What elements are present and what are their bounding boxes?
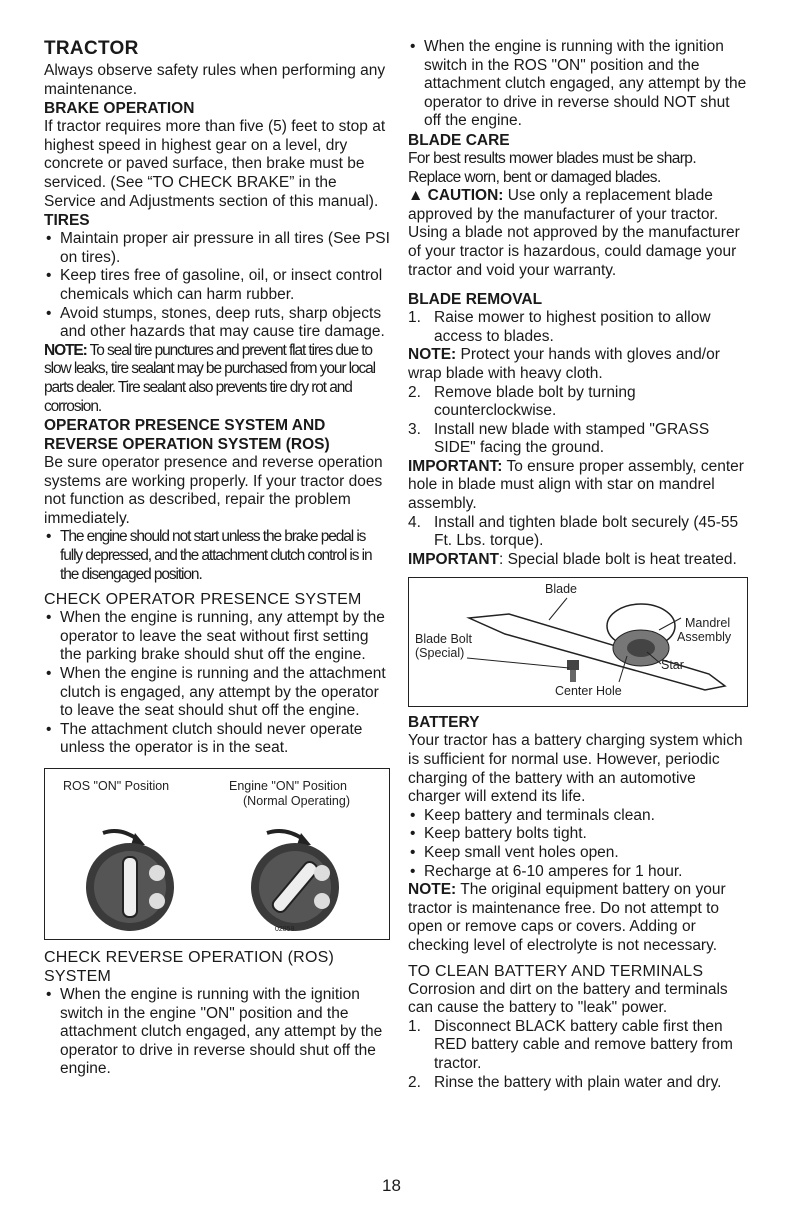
engine-on-sublabel: (Normal Operating)	[243, 794, 350, 808]
battery-heading: BATTERY	[408, 714, 480, 732]
blade-note-text: Protect your hands with gloves and/or wrap blade with heavy cloth.	[408, 346, 720, 382]
check-reverse-bullet: • When the engine is running with the ignition switch in the engine "ON" position and the attachment clutch engaged, any attempt by the operator to drive in reverse should shut off the engine.	[44, 986, 390, 1079]
ros-heading: OPERATOR PRESENCE SYSTEM AND REVERSE OPERATION SYSTEM (ROS)	[44, 417, 330, 454]
ros-bullet: • The engine should not start unless the brake pedal is fully depressed, and the attachment clutch control is in the disengaged position.	[44, 528, 390, 584]
ros-list	[44, 528, 390, 584]
center-hole-label: Center Hole	[555, 684, 622, 699]
important-2-label: IMPORTANT	[408, 550, 499, 568]
ros-figure-ref: 02858	[275, 926, 295, 933]
tractor-intro: Always observe safety rules when performing any maintenance.	[44, 62, 386, 98]
clean-battery-text: Corrosion and dirt on the battery and terminals can cause the battery to "leak" power.	[408, 980, 728, 1017]
clean-step-2-text: Rinse the battery with plain water and dry.	[434, 1073, 722, 1091]
check-operator-bullet-1: • When the engine is running, any attempt by the operator to leave the seat without first setting the parking brake should shut off the engine.	[44, 609, 390, 665]
check-reverse-heading: CHECK REVERSE OPERATION (ROS) SYSTEM	[44, 949, 334, 985]
blade-removal-steps-b	[408, 384, 748, 458]
clean-step-1: 1. Disconnect BLACK battery cable first then RED battery cable and remove battery from tractor.	[408, 1017, 733, 1072]
tires-note-label: NOTE:	[44, 341, 87, 359]
blade-step-2-text: Remove blade bolt by turning counterclockwise.	[434, 383, 636, 420]
blade-note-label: NOTE:	[408, 346, 457, 364]
blade-step-3: 3. Install new blade with stamped "GRASS SIDE" facing the ground.	[408, 420, 710, 457]
battery-bullet-1: • Keep battery and terminals clean.	[408, 807, 748, 826]
blade-step-1-text: Raise mower to highest position to allow access to blades.	[434, 309, 711, 345]
ros-bullet-2: • When the engine is running with the ignition switch in the ROS "ON" position and the attachment clutch engaged, any attempt by the operator to drive in reverse should NOT shut off the engine.	[408, 38, 748, 131]
battery-bullet-3: • Keep small vent holes open.	[408, 844, 748, 863]
blade-step-4-text: Install and tighten blade bolt securely (45-55 Ft. Lbs. torque).	[434, 513, 739, 550]
battery-text: Your tractor has a battery charging system which is sufficient for normal use. However, periodic charging of the battery with an automotive charger will extend its life.	[408, 732, 743, 806]
blade-care-text: For best results mower blades must be sharp. Replace worn, bent or damaged blades.	[408, 149, 697, 186]
important-1	[408, 458, 748, 514]
page-number: 18	[382, 1176, 401, 1195]
tires-heading: TIRES	[44, 212, 90, 230]
tires-bullet-2: • Keep tires free of gasoline, oil, or insect control chemicals which can harm rubber.	[44, 267, 390, 304]
battery-note-text: The original equipment battery on your tractor is maintenance free. Do not attempt to open or remove caps or covers. Adding or checking level of electrolyte is not necessary.	[408, 881, 726, 954]
important-2-text: : Special blade bolt is heat treated.	[498, 550, 737, 568]
ros-text: Be sure operator presence and reverse operation systems are working properly. If your tractor does not function as described, repair the problem immediately.	[44, 454, 383, 527]
ignition-switch-icon	[45, 769, 391, 939]
brake-text: If tractor requires more than five (5) feet to stop at highest speed in highest gear on a level, dry concrete or paved surface, then brake must be serviced. (See “TO CHECK BRAKE” in the Service and Adjustments section of this manual).	[44, 118, 386, 210]
bolt-icon	[567, 660, 579, 682]
tires-note-text: To seal tire punctures and prevent flat tires due to slow leaks, tire sealant may be purchased from your local parts dealer. Tire sealant also prevents tire dry rot and corrosion.	[44, 341, 376, 415]
blade-note	[408, 346, 748, 383]
ros-figure	[44, 768, 390, 940]
blade-step-3-text: Install new blade with stamped "GRASS SIDE" facing the ground.	[434, 420, 710, 457]
warning-triangle-icon: ▲	[408, 187, 428, 205]
engine-on-label: Engine "ON" Position	[229, 779, 347, 793]
clean-battery-steps	[408, 1018, 748, 1092]
tractor-heading: TRACTOR	[44, 38, 139, 59]
check-operator-bullet-3: • The attachment clutch should never operate unless the operator is in the seat.	[44, 721, 390, 758]
right-column	[408, 38, 748, 1092]
star-label: Star	[661, 658, 684, 673]
caution-text: Use only a replacement blade approved by the manufacturer of your tractor. Using a blade not approved by the manufacturer of your tractor is hazardous, could damage your tractor and void your warranty.	[408, 187, 740, 279]
battery-note-label: NOTE:	[408, 881, 457, 899]
blade-label: Blade	[545, 582, 577, 597]
brake-heading: BRAKE OPERATION	[44, 100, 195, 118]
mandrel-label: Mandrel	[685, 616, 731, 631]
battery-bullet-4: • Recharge at 6-10 amperes for 1 hour.	[408, 863, 748, 882]
blade-removal-heading: BLADE REMOVAL	[408, 291, 543, 309]
important-2	[408, 551, 748, 570]
tires-bullet-3: • Avoid stumps, stones, deep ruts, sharp objects and other hazards that may cause tire damage.	[44, 305, 390, 342]
battery-list	[408, 807, 748, 881]
blade-removal-steps-a	[408, 309, 748, 346]
assembly-label: Assembly	[677, 630, 732, 645]
tires-note	[44, 342, 390, 416]
blade-care-heading: BLADE CARE	[408, 131, 510, 149]
important-1-text: To ensure proper assembly, center hole in blade must align with star on mandrel assembly.	[408, 457, 744, 513]
important-1-label: IMPORTANT:	[408, 457, 503, 475]
caution-block	[408, 187, 748, 280]
battery-note	[408, 881, 748, 955]
blade-bolt-label: Blade Bolt	[415, 632, 472, 647]
blade-special-label: (Special)	[415, 646, 465, 661]
clean-battery-heading: TO CLEAN BATTERY AND TERMINALS	[408, 962, 704, 980]
mandrel-icon	[607, 604, 675, 666]
blade-step-1: 1. Raise mower to highest position to allow access to blades.	[408, 309, 711, 345]
tires-list	[44, 230, 390, 342]
blade-removal-steps-c	[408, 514, 748, 551]
check-reverse-list	[44, 986, 390, 1079]
check-operator-heading: CHECK OPERATOR PRESENCE SYSTEM	[44, 591, 362, 609]
ros-on-label: ROS "ON" Position	[63, 779, 170, 793]
blade-step-2: 2. Remove blade bolt by turning counterclockwise.	[408, 383, 636, 420]
ros-list-2	[408, 38, 748, 131]
check-operator-bullet-2: • When the engine is running and the attachment clutch is engaged, any attempt by the operator to leave the seat should shut off the engine.	[44, 665, 390, 721]
left-column	[44, 38, 390, 1079]
blade-figure	[408, 577, 748, 707]
tires-bullet-1: • Maintain proper air pressure in all tires (See PSI on tires).	[44, 230, 390, 267]
blade-step-4: 4. Install and tighten blade bolt securely (45-55 Ft. Lbs. torque).	[408, 513, 739, 550]
clean-step-1-text: Disconnect BLACK battery cable first then RED battery cable and remove battery from tractor.	[434, 1017, 733, 1072]
check-operator-list	[44, 609, 390, 758]
clean-step-2: 2. Rinse the battery with plain water and dry.	[408, 1073, 722, 1091]
caution-label: CAUTION:	[427, 187, 504, 205]
battery-bullet-2: • Keep battery bolts tight.	[408, 825, 748, 844]
